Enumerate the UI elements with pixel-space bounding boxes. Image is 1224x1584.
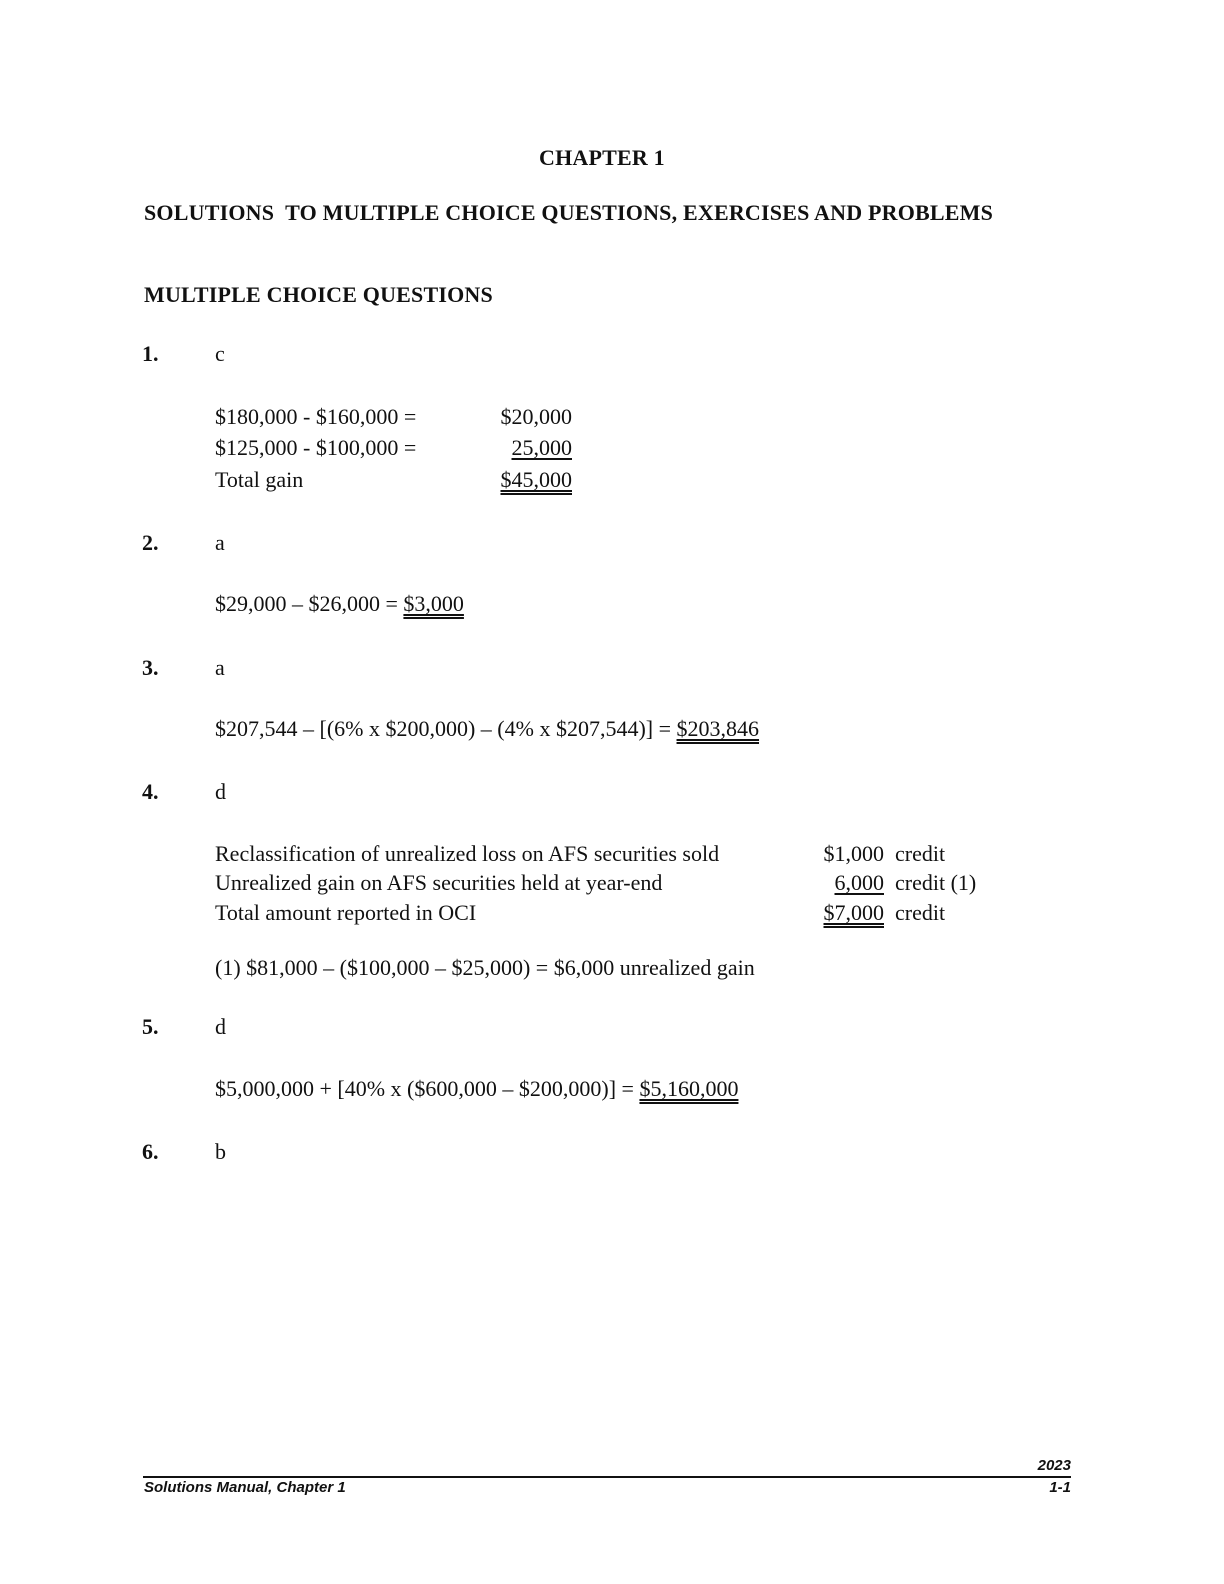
- oci-total-label: Total amount reported in OCI: [215, 900, 477, 925]
- oci-row-value-underlined: [818, 870, 884, 896]
- question-answer: a: [215, 530, 225, 555]
- calc-formula: $5,000,000 + [40% x ($600,000 – $200,000)] =: [215, 1076, 640, 1101]
- calc-label: $180,000 - $160,000 =: [215, 404, 417, 429]
- oci-total-note: credit: [895, 900, 946, 925]
- oci-row-value: 6,000: [834, 870, 884, 895]
- question-number: 6.: [142, 1139, 159, 1164]
- total-value: $45,000: [500, 467, 572, 492]
- footer-page-number: 1-1: [1049, 1479, 1071, 1496]
- oci-row-note: credit (1): [895, 870, 977, 895]
- chapter-title: CHAPTER 1: [539, 145, 665, 170]
- calc-result: $5,160,000: [639, 1076, 739, 1101]
- calc-line: [215, 591, 464, 617]
- total-label: Total gain: [215, 467, 304, 492]
- question-answer: d: [215, 779, 226, 804]
- question-answer: b: [215, 1139, 226, 1164]
- footer-left-text: Solutions Manual, Chapter 1: [144, 1479, 346, 1496]
- question-number: 2.: [142, 530, 159, 555]
- calc-line: [215, 1076, 738, 1102]
- calc-result: $3,000: [403, 591, 464, 616]
- question-number: 3.: [142, 655, 159, 680]
- calc-value-text: 25,000: [511, 435, 572, 460]
- calc-line: [215, 716, 759, 742]
- calc-formula: $29,000 – $26,000 =: [215, 591, 404, 616]
- question-answer: a: [215, 655, 225, 680]
- footer-year: 2023: [1037, 1457, 1071, 1474]
- footer-divider: [143, 1476, 1071, 1478]
- calc-value: $20,000: [500, 404, 572, 429]
- calc-value-underlined: [494, 435, 572, 461]
- oci-row-label: Reclassification of unrealized loss on AFS securities sold: [215, 841, 720, 866]
- question-number: 5.: [142, 1014, 159, 1039]
- oci-row-label: Unrealized gain on AFS securities held at year-end: [215, 870, 663, 895]
- question-number: 4.: [142, 779, 159, 804]
- section-heading: MULTIPLE CHOICE QUESTIONS: [144, 282, 493, 307]
- oci-row-note: credit: [895, 841, 946, 866]
- footnote: (1) $81,000 – ($100,000 – $25,000) = $6,000 unrealized gain: [215, 955, 755, 980]
- question-answer: c: [215, 341, 225, 366]
- calc-label: $125,000 - $100,000 =: [215, 435, 417, 460]
- document-subtitle: SOLUTIONS TO MULTIPLE CHOICE QUESTIONS, EXERCISES AND PROBLEMS: [144, 200, 994, 225]
- calc-result: $203,846: [676, 716, 760, 741]
- calc-formula: $207,544 – [(6% x $200,000) – (4% x $207,544)] =: [215, 716, 677, 741]
- question-answer: d: [215, 1014, 226, 1039]
- question-number: 1.: [142, 341, 159, 366]
- oci-total-value: $7,000: [823, 900, 884, 925]
- oci-row-value: $1,000: [823, 841, 884, 866]
